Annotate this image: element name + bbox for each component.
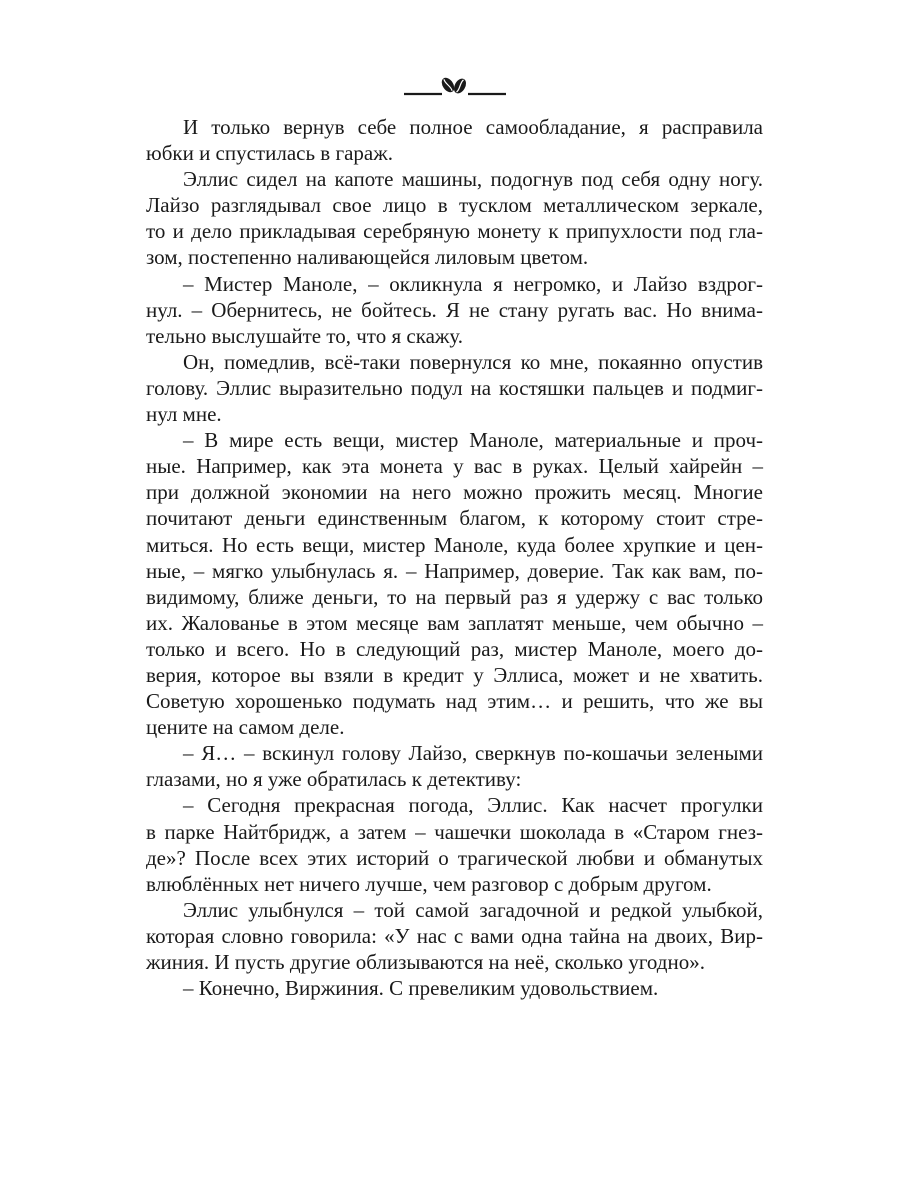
text-line: – Мистер Маноле, – окликнула я негромко, и Лайзо вздрог- — [183, 271, 763, 296]
text-line: Эллис сидел на капоте машины, подогнув под себя одну ногу. — [183, 167, 763, 192]
text-line: жиния. И пусть другие облизываются на неё, сколько угодно». — [146, 950, 705, 974]
paragraph — [146, 166, 763, 270]
text-line: Лайзо разглядывал свое лицо в тусклом металлическом зеркале, — [146, 193, 763, 218]
text-line: юбки и спустилась в гараж. — [146, 141, 393, 166]
text-line: – Я… – вскинул голову Лайзо, сверкнув по-кошачьи зелеными — [183, 741, 763, 766]
text-line: Он, помедлив, всё-таки повернулся ко мне, покаянно опустив — [183, 349, 763, 374]
paragraph — [146, 897, 763, 975]
text-line: ные, – мягко улыбнулась я. – Например, доверие. Так как вам, по- — [146, 558, 763, 583]
text-line: в парке Найтбридж, а затем – чашечки шоколада в «Старом гнез- — [146, 819, 763, 844]
text-line: при должной экономии на него можно прожить месяц. Многие — [146, 480, 763, 505]
text-line: миться. Но есть вещи, мистер Маноле, куда более хрупкие и цен- — [146, 532, 763, 557]
text-line: Советую хорошенько подумать над этим… и решить, что же вы — [146, 689, 763, 714]
paragraph — [146, 114, 763, 166]
text-line: – В мире есть вещи, мистер Маноле, материальные и проч- — [183, 428, 763, 453]
text-line: почитают деньги единственным благом, к которому стоит стре- — [146, 506, 763, 531]
body-text — [146, 114, 763, 1001]
text-line: видимому, ближе деньги, то на первый раз я удержу с вас только — [146, 584, 763, 609]
text-line: цените на самом деле. — [146, 715, 345, 740]
text-line: тельно выслушайте то, что я скажу. — [146, 323, 464, 348]
text-line: глазами, но я уже обратилась к детективу: — [146, 767, 522, 792]
text-line: ные. Например, как эта монета у вас в руках. Целый хайрейн – — [146, 454, 763, 479]
text-line: И только вернув себе полное самообладание, я расправила — [183, 115, 763, 139]
paragraph — [146, 740, 763, 792]
paragraph — [146, 427, 763, 740]
text-line: нул. – Обернитесь, не бойтесь. Я не стану ругать вас. Но внима- — [146, 297, 763, 322]
text-line: то и дело прикладывая серебряную монету к припухлости под гла- — [146, 219, 763, 244]
text-line: голову. Эллис выразительно подул на костяшки пальцев и подмиг- — [146, 375, 763, 400]
coffee-bean-divider-icon — [404, 74, 506, 98]
text-line: Эллис улыбнулся – той самой загадочной и редкой улыбкой, — [183, 897, 763, 922]
text-line: зом, постепенно наливающейся лиловым цветом. — [146, 245, 589, 270]
paragraph — [146, 975, 763, 1001]
paragraph — [146, 271, 763, 349]
text-line: – Конечно, Виржиния. С превеликим удовольствием. — [183, 976, 659, 1001]
text-line: нул мне. — [146, 402, 222, 427]
text-line: которая словно говорила: «У нас с вами одна тайна на двоих, Вир- — [146, 923, 763, 948]
paragraph — [146, 792, 763, 896]
text-line: верия, которое вы взяли в кредит у Эллиса, может и не хватить. — [146, 662, 763, 687]
paragraph — [146, 349, 763, 427]
text-line: их. Жалованье в этом месяце вам заплатят меньше, чем обычно – — [146, 610, 763, 635]
text-line: влюблённых нет ничего лучше, чем разговор с добрым другом. — [146, 871, 712, 896]
text-line: – Сегодня прекрасная погода, Эллис. Как насчет прогулки — [183, 793, 763, 818]
text-line: де»? После всех этих историй о трагической любви и обманутых — [146, 845, 763, 870]
text-line: только и всего. Но в следующий раз, мистер Маноле, моего до- — [146, 636, 763, 661]
